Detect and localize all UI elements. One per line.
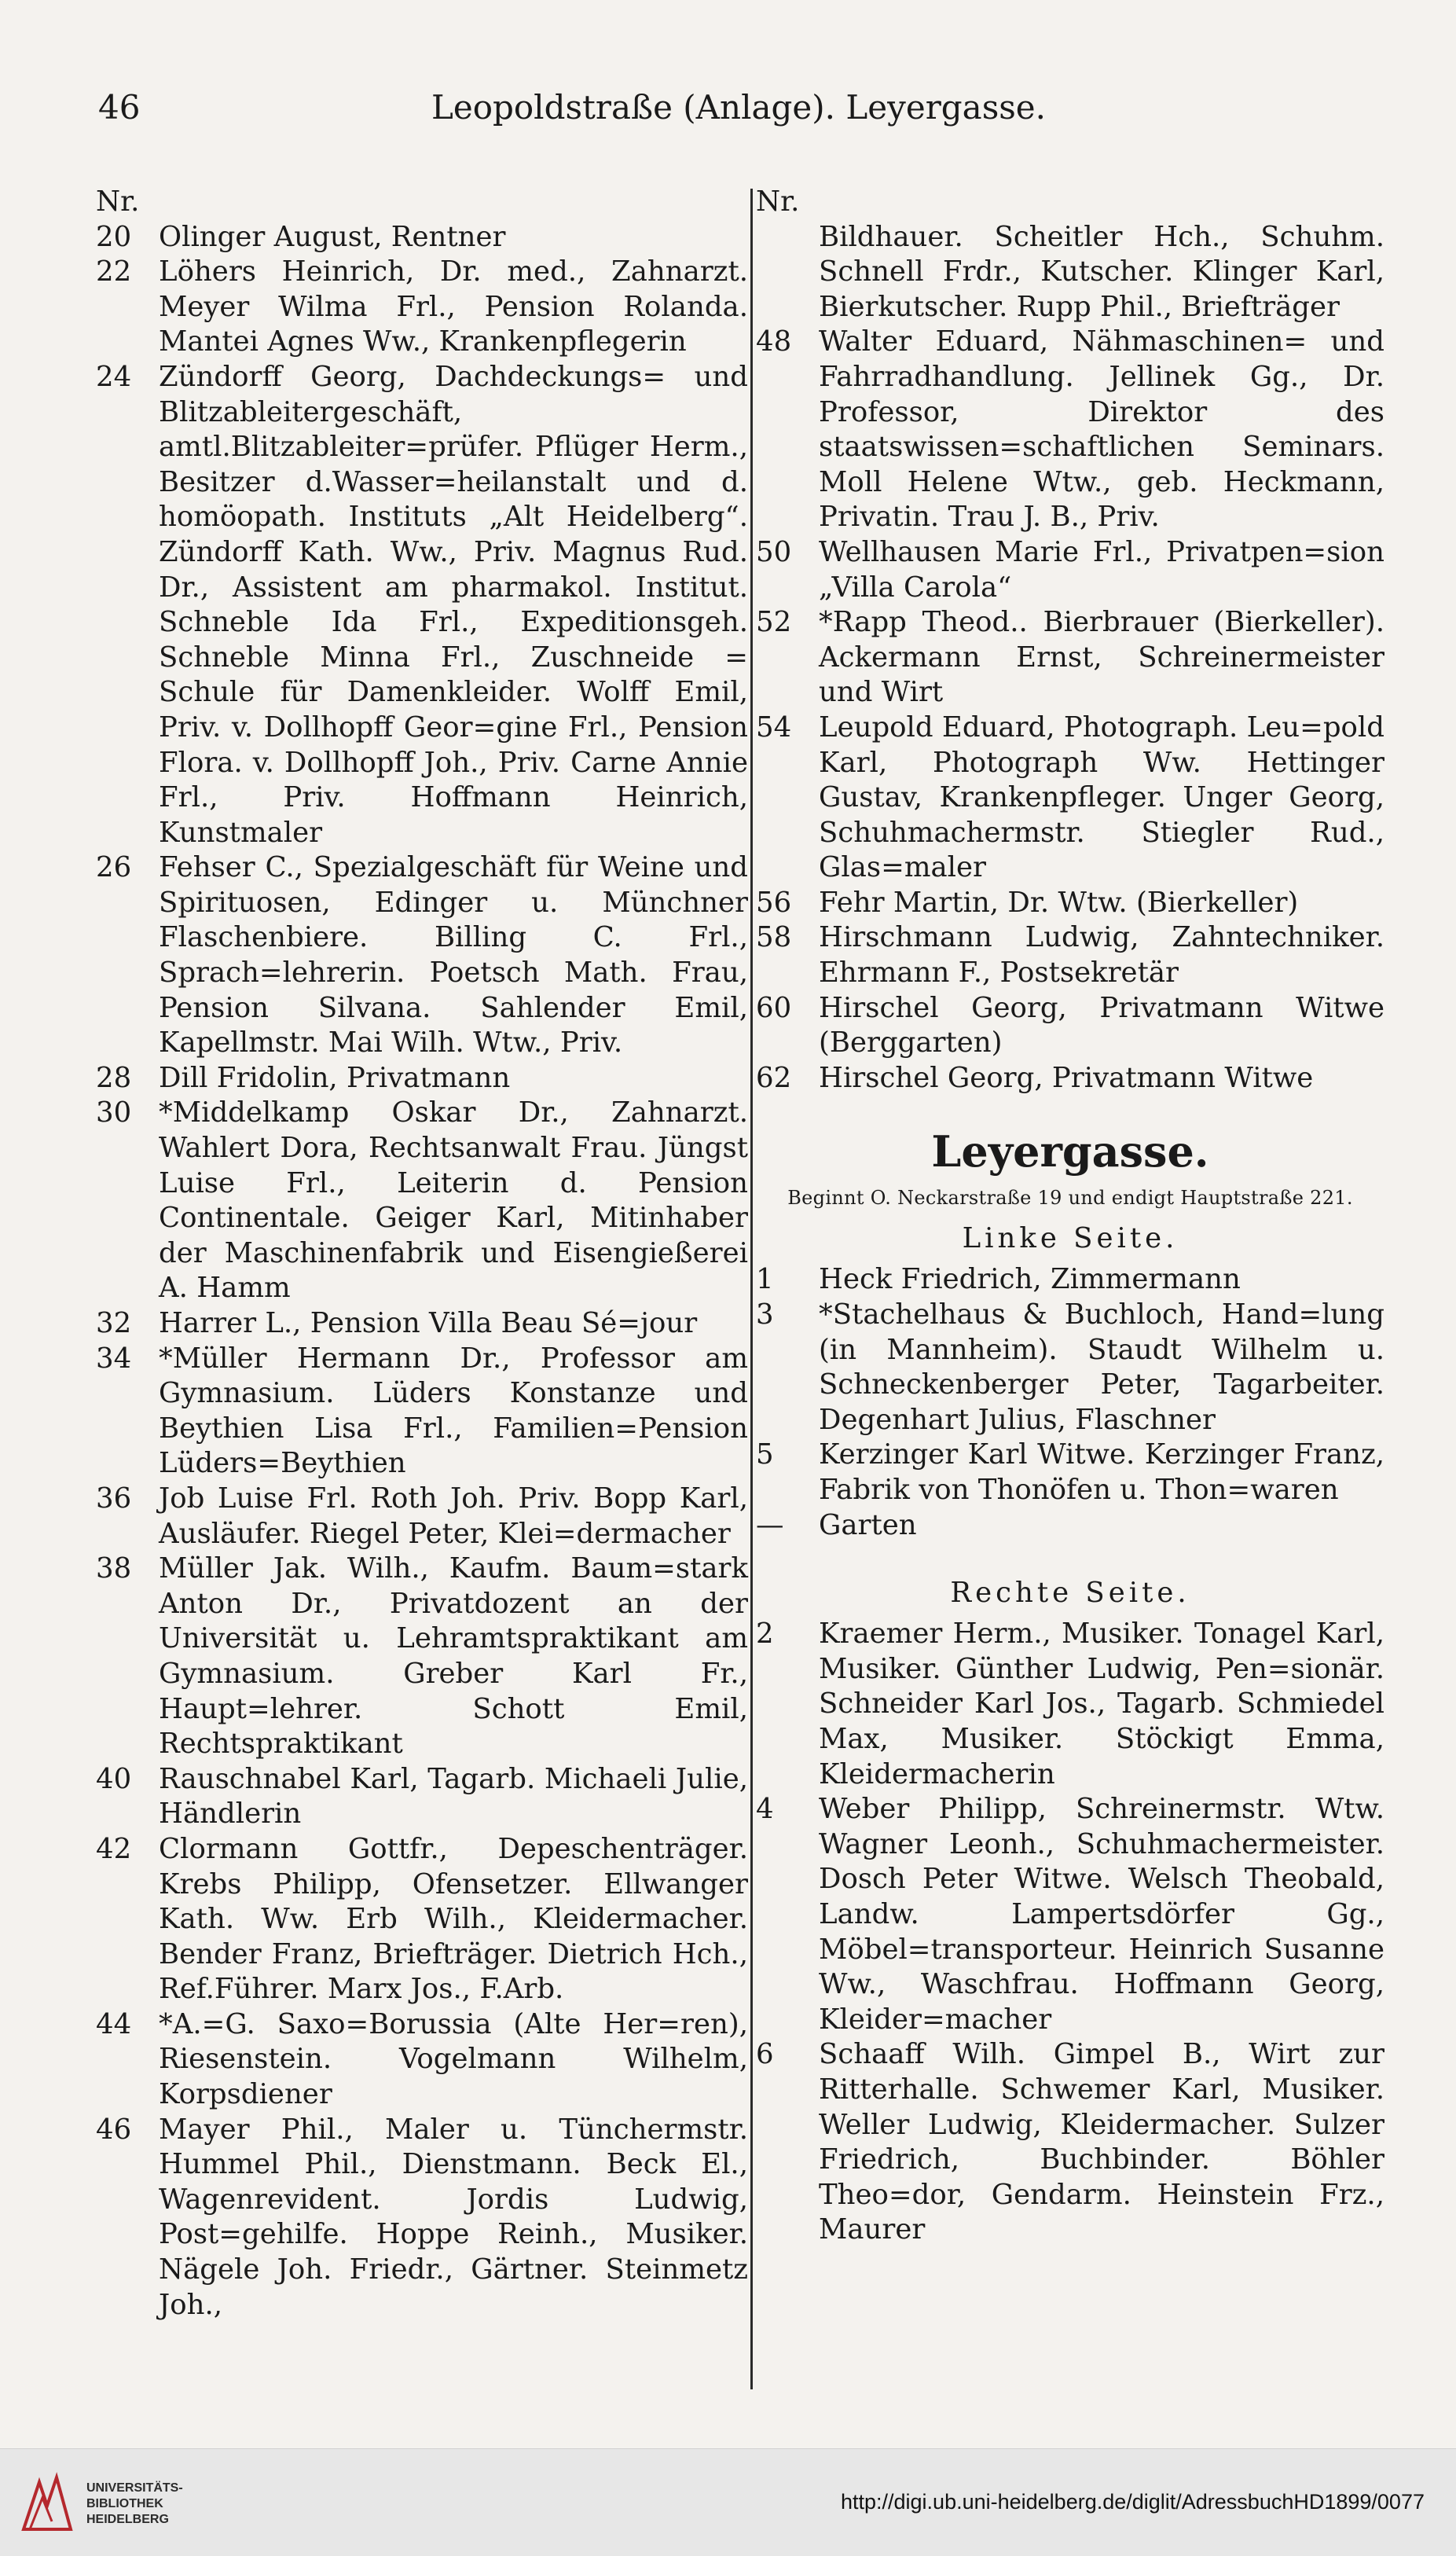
directory-entry (96, 1306, 748, 1342)
entry-text: *Middelkamp Oskar Dr., Zahnarzt. Wahlert Dora, Rechtsanwalt Frau. Jüngst Luise Frl., Leiterin d. Pension Continentale. Geiger Karl, Mitinhaber der Maschinenfabrik und Eisengießerei A. Hamm (159, 1096, 748, 1305)
directory-entry (756, 1262, 1384, 1298)
directory-entry (756, 991, 1384, 1061)
directory-entry (756, 920, 1384, 990)
directory-entry (756, 1617, 1384, 1792)
directory-entry (96, 220, 748, 255)
nr-label: Nr. (756, 185, 800, 218)
directory-entry (756, 605, 1384, 711)
entry-text: *Rapp Theod.. Bierbrauer (Bierkeller). Ackermann Ernst, Schreinermeister und Wirt (819, 606, 1384, 709)
entry-text: Müller Jak. Wilh., Kaufm. Baum=stark Anton Dr., Privatdozent an der Universität u. Lehramtspraktikant am Gymnasium. Greber Karl Fr., Haupt=lehrer. Schott Emil, Rechtspraktikant (159, 1552, 748, 1761)
directory-entry (756, 711, 1384, 886)
entry-text: Wellhausen Marie Frl., Privatpen=sion „Villa Carola“ (819, 535, 1384, 604)
entry-text: Hirschel Georg, Privatmann Witwe (Berggarten) (819, 991, 1384, 1059)
house-number: 46 (96, 2113, 132, 2146)
entry-text: Dill Fridolin, Privatmann (159, 1061, 511, 1094)
house-number: 1 (756, 1263, 774, 1296)
directory-entry (756, 886, 1384, 921)
house-number: 6 (756, 2038, 774, 2071)
entry-text: Fehser C., Spezialgeschäft für Weine und Spirituosen, Edinger u. Münchner Flaschenbiere. Billing C. Frl., Sprach=lehrerin. Poetsch Math. Frau, Pension Silvana. Sahlender Emil, Kapellmstr. Mai Wilh. Wtw., Priv. (159, 851, 748, 1059)
entry-text: Heck Friedrich, Zimmermann (819, 1263, 1241, 1296)
house-number: 56 (756, 886, 792, 919)
directory-entry (756, 535, 1384, 605)
entry-text: *Stachelhaus & Buchloch, Hand=lung (in Mannheim). Staudt Wilhelm u. Schneckenberger Peter, Tagarbeiter. Degenhart Julius, Flaschner (819, 1298, 1384, 1436)
directory-entry (756, 325, 1384, 535)
house-number: 2 (756, 1618, 774, 1651)
directory-entry (96, 2113, 748, 2323)
right-entries (756, 325, 1384, 1096)
directory-entry (96, 1482, 748, 1552)
directory-entry (96, 1552, 748, 1762)
library-logo-icon (16, 2466, 86, 2537)
directory-entry (756, 1792, 1384, 2037)
house-number: 58 (756, 921, 792, 954)
right-column (756, 185, 1384, 2248)
page-number: 46 (98, 88, 141, 127)
column-divider (750, 189, 753, 2389)
house-number: 4 (756, 1793, 774, 1826)
house-number: 22 (96, 255, 132, 288)
directory-entry (756, 1508, 1384, 1544)
house-number: 60 (756, 991, 792, 1024)
street-title: Leyergasse. (931, 1126, 1209, 1177)
house-number: 52 (756, 606, 792, 639)
continuation-text: Bildhauer. Scheitler Hch., Schuhm. Schnell Frdr., Kutscher. Klinger Karl, Bierkutscher. Rupp Phil., Briefträger (819, 220, 1384, 323)
directory-entry (96, 1832, 748, 2007)
left-side-label: Linke Seite. (962, 1222, 1179, 1255)
source-url[interactable]: http://digi.ub.uni-heidelberg.de/diglit/AdressbuchHD1899/0077 (840, 2490, 1425, 2514)
house-number: 62 (756, 1061, 792, 1094)
house-number: 28 (96, 1061, 132, 1094)
entry-text: Mayer Phil., Maler u. Tünchermstr. Hummel Phil., Dienstmann. Beck El., Wagenrevident. Jordis Ludwig, Post=gehilfe. Hoppe Reinh., Musiker. Nägele Joh. Friedr., Gärtner. Steinmetz Joh., (159, 2113, 748, 2321)
house-number: 48 (756, 325, 792, 358)
house-number: 40 (96, 1762, 132, 1795)
entry-text: Fehr Martin, Dr. Wtw. (Bierkeller) (819, 886, 1299, 919)
directory-entry (96, 1342, 748, 1482)
entry-text: Job Luise Frl. Roth Joh. Priv. Bopp Karl, Ausläufer. Riegel Peter, Klei=dermacher (159, 1482, 748, 1550)
entry-text: Garten (819, 1508, 917, 1541)
house-number: — (756, 1508, 784, 1541)
house-number: 26 (96, 851, 132, 884)
entry-text: Löhers Heinrich, Dr. med., Zahnarzt. Meyer Wilma Frl., Pension Rolanda. Mantei Agnes Ww., Krankenpflegerin (159, 255, 748, 358)
library-name: UNIVERSITÄTS- BIBLIOTHEK HEIDELBERG (86, 2481, 183, 2526)
entry-text: Rauschnabel Karl, Tagarb. Michaeli Julie, Händlerin (159, 1762, 748, 1831)
directory-entry (756, 1438, 1384, 1508)
house-number: 24 (96, 360, 132, 393)
street-description: Beginnt O. Neckarstraße 19 und endigt Hauptstraße 221. (787, 1187, 1353, 1210)
entry-text: Walter Eduard, Nähmaschinen= und Fahrradhandlung. Jellinek Gg., Dr. Professor, Direktor des staatswissen=schaftlichen Seminars. Moll Helene Wtw., geb. Heckmann, Privatin. Trau J. B., Priv. (819, 325, 1384, 534)
left-column (96, 185, 748, 2323)
entry-text: Weber Philipp, Schreinermstr. Wtw. Wagner Leonh., Schuhmachermeister. Dosch Peter Witwe. Welsch Theobald, Landw. Lampertsdörfer Gg., Möbel=transporteur. Heinrich Susanne Ww., Waschfrau. Hoffmann Georg, Kleider=macher (819, 1793, 1384, 2036)
house-number: 38 (96, 1552, 132, 1585)
entry-text: Hirschmann Ludwig, Zahntechniker. Ehrmann F., Postsekretär (819, 921, 1384, 990)
house-number: 50 (756, 535, 792, 568)
house-number: 34 (96, 1342, 132, 1375)
entry-text: *Müller Hermann Dr., Professor am Gymnasium. Lüders Konstanze und Beythien Lisa Frl., Familien=Pension Lüders=Beythien (159, 1342, 748, 1480)
directory-entry (96, 1061, 748, 1096)
left-entries (96, 220, 748, 2323)
right-side-label: Rechte Seite. (950, 1577, 1190, 1610)
entry-text: Schaaff Wilh. Gimpel B., Wirt zur Ritterhalle. Schwemer Karl, Musiker. Weller Ludwig, Kleidermacher. Sulzer Friedrich, Buchbinder. Böhler Theo=dor, Gendarm. Heinstein Frz., Maurer (819, 2038, 1384, 2246)
directory-entry (96, 1762, 748, 1832)
entry-text: Clormann Gottfr., Depeschenträger. Krebs Philipp, Ofensetzer. Ellwanger Kath. Ww. Erb Wilh., Kleidermacher. Bender Franz, Briefträger. Dietrich Hch., Ref.Führer. Marx Jos., F.Arb. (159, 1832, 748, 2006)
house-number: 30 (96, 1096, 132, 1129)
entry-text: Hirschel Georg, Privatmann Witwe (819, 1061, 1314, 1094)
page-header (98, 88, 1379, 143)
directory-entry (96, 255, 748, 360)
entry-text: Kraemer Herm., Musiker. Tonagel Karl, Musiker. Günther Ludwig, Pen=sionär. Schneider Karl Jos., Tagarb. Schmiedel Max, Musiker. Stöckigt Emma, Kleidermacherin (819, 1618, 1384, 1790)
directory-entry (96, 360, 748, 850)
footer-bar (0, 2448, 1456, 2556)
house-number: 54 (756, 711, 792, 744)
house-number: 42 (96, 1832, 132, 1865)
street-left-entries (756, 1262, 1384, 1543)
directory-entry (756, 1061, 1384, 1096)
house-number: 36 (96, 1482, 132, 1515)
house-number: 32 (96, 1307, 132, 1339)
house-number: 20 (96, 220, 132, 253)
directory-entry (756, 1298, 1384, 1438)
running-title: Leopoldstraße (Anlage). Leyergasse. (431, 88, 1047, 127)
directory-entry (756, 2037, 1384, 2248)
nr-label: Nr. (96, 185, 140, 218)
entry-text: Kerzinger Karl Witwe. Kerzinger Franz, Fabrik von Thonöfen u. Thon=waren (819, 1438, 1384, 1506)
directory-entry (96, 1096, 748, 1306)
entry-text: Leupold Eduard, Photograph. Leu=pold Karl, Photograph Ww. Hettinger Gustav, Krankenpfleger. Unger Georg, Schuhmachermstr. Stiegler Rud., Glas=maler (819, 711, 1384, 884)
entry-text: Olinger August, Rentner (159, 220, 506, 253)
directory-entry (96, 2007, 748, 2113)
street-right-entries (756, 1617, 1384, 2248)
house-number: 44 (96, 2007, 132, 2040)
directory-entry (96, 850, 748, 1061)
house-number: 5 (756, 1438, 774, 1471)
entry-text: Zündorff Georg, Dachdeckungs= und Blitzableitergeschäft, amtl.Blitzableiter=prüfer. Pflüger Herm., Besitzer d.Wasser=heilanstalt und d. homöopath. Instituts „Alt Heidelberg“. Zündorff Kath. Ww., Priv. Magnus Rud. Dr., Assistent am pharmakol. Institut. Schneble Ida Frl., Expeditionsgeh. Schneble Minna Frl., Zuschneide = Schule für Damenkleider. Wolff Emil, Priv. v. Dollhopff Geor=gine Frl., Pension Flora. v. Dollhopff Joh., Priv. Carne Annie Frl., Priv. Hoffmann Heinrich, Kunstmaler (159, 360, 748, 849)
house-number: 3 (756, 1298, 774, 1331)
entry-text: Harrer L., Pension Villa Beau Sé=jour (159, 1307, 698, 1339)
entry-text: *A.=G. Saxo=Borussia (Alte Her=ren), Riesenstein. Vogelmann Wilhelm, Korpsdiener (159, 2007, 748, 2111)
